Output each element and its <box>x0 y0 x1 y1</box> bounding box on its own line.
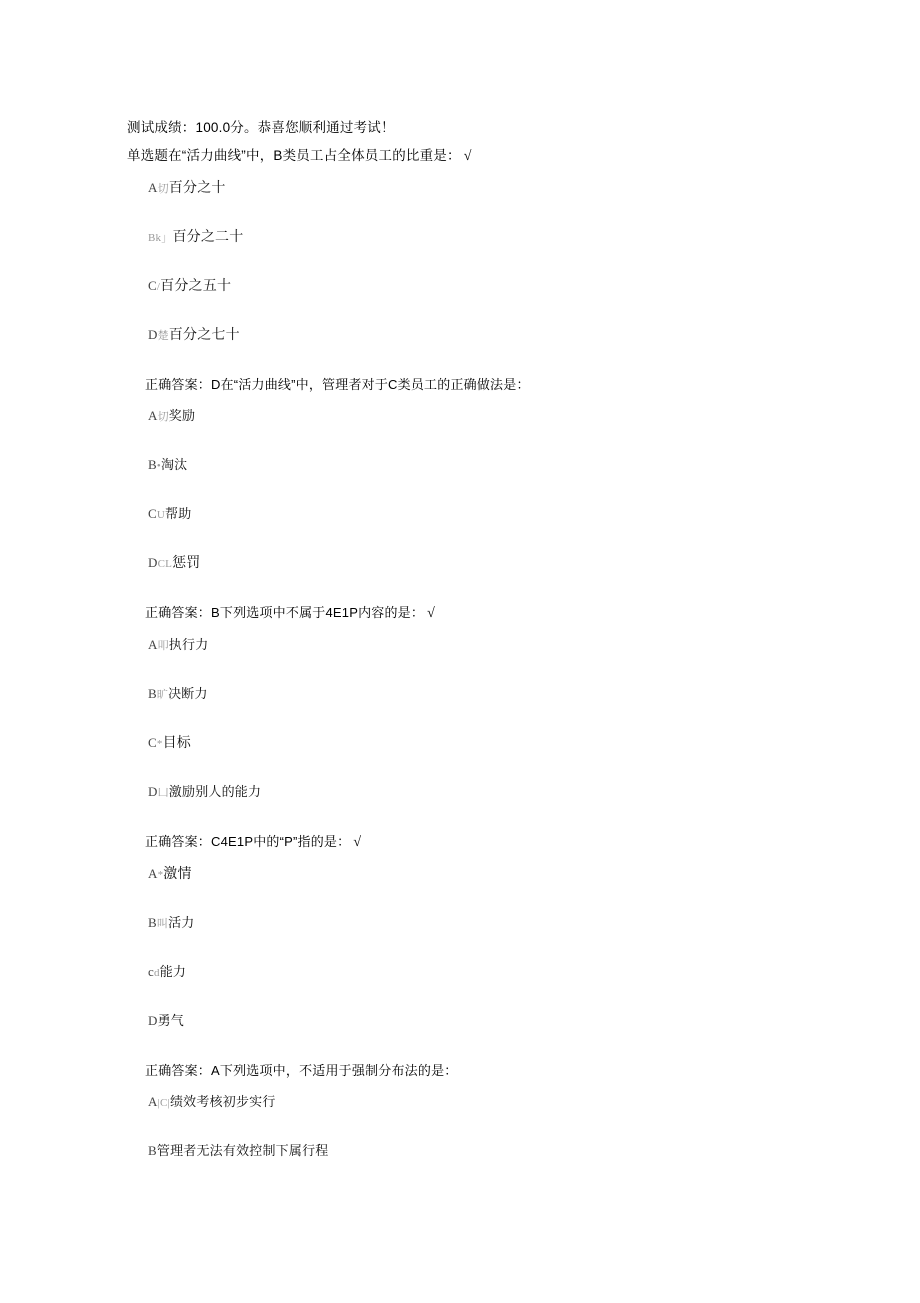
option-mark: k」 <box>155 232 173 244</box>
option-text: 目标 <box>162 736 191 751</box>
question-stem-1-text: 单选题在“活力曲线”中，B类员工占全体员工的比重是： <box>127 148 461 163</box>
option-mark: CL <box>157 558 173 570</box>
option-mark: 凵 <box>157 787 169 799</box>
option-mark: U <box>156 509 166 521</box>
option-text: 百分之十 <box>168 181 226 196</box>
check-icon: √ <box>463 149 472 164</box>
option-mark: 叩 <box>157 640 169 652</box>
option-mark: • <box>156 460 161 472</box>
option-1-a[interactable] <box>148 178 920 199</box>
option-2-b[interactable] <box>148 455 920 476</box>
answer-text: 正确答案：A <box>145 1063 220 1078</box>
answer-line-3 <box>145 831 920 854</box>
option-text: 执行力 <box>168 637 209 652</box>
question-stem-2-text: 在“活力曲线”中，管理者对于C类员工的正确做法是： <box>220 377 530 392</box>
option-label: C <box>148 506 157 521</box>
option-mark: 叫 <box>156 918 169 930</box>
option-5-a[interactable] <box>148 1092 920 1113</box>
options-1 <box>0 178 920 346</box>
option-text: 淘汰 <box>160 457 188 472</box>
option-mark: 楚 <box>157 330 169 342</box>
option-2-a[interactable] <box>148 406 920 427</box>
option-label: B <box>148 232 156 244</box>
option-text: 活力 <box>168 915 195 930</box>
option-label: A <box>148 408 158 423</box>
answer-text: 正确答案：B <box>145 605 220 620</box>
option-label: B <box>148 457 157 472</box>
options-4 <box>0 864 920 1032</box>
option-label: A <box>148 637 158 652</box>
option-4-a[interactable] <box>148 864 920 885</box>
option-5-b[interactable] <box>148 1141 920 1161</box>
question-stem-3-text: 下列选项中不属于4E1P内容的是： <box>219 605 425 620</box>
answer-text: 正确答案：C <box>145 834 221 849</box>
score-line: 测试成绩：100.0分。恭喜您顺利通过考试！ <box>127 120 395 135</box>
option-text: 绩效考核初步实行 <box>169 1094 276 1109</box>
option-4-b[interactable] <box>148 913 920 934</box>
option-label: C <box>148 735 157 750</box>
option-1-c[interactable] <box>148 276 920 297</box>
option-text: 决断力 <box>168 686 208 701</box>
options-5 <box>0 1092 920 1161</box>
option-3-b[interactable] <box>148 684 920 705</box>
option-4-d[interactable] <box>148 1011 920 1032</box>
option-text: 激情 <box>163 867 192 882</box>
option-text: 管理者无法有效控制下属行程 <box>156 1143 329 1158</box>
option-text: 勇气 <box>157 1013 184 1028</box>
option-text: 激励别人的能力 <box>168 784 262 799</box>
option-label: B <box>148 686 157 701</box>
option-3-c[interactable] <box>148 733 920 754</box>
option-text: 惩罚 <box>172 556 201 571</box>
option-label: D <box>148 327 158 342</box>
option-text: 百分之七十 <box>168 328 240 343</box>
option-2-c[interactable] <box>148 504 920 525</box>
option-1-d[interactable] <box>148 325 920 346</box>
options-2 <box>0 406 920 574</box>
answer-line-2 <box>145 602 920 625</box>
option-label: A <box>148 180 158 195</box>
option-label: D <box>148 784 158 799</box>
check-icon: √ <box>353 835 362 850</box>
option-3-a[interactable] <box>148 635 920 656</box>
option-mark: * <box>156 738 163 750</box>
option-mark: |C| <box>157 1097 170 1109</box>
option-text: 能力 <box>159 964 187 979</box>
question-stem-5-text: 下列选项中，不适用于强制分布法的是： <box>219 1063 458 1078</box>
answer-line-1 <box>145 374 920 396</box>
question-stem-4-text: 4E1P中的“P”指的是： <box>220 834 351 849</box>
option-label: A <box>148 1094 158 1109</box>
option-label: A <box>148 866 158 881</box>
options-3 <box>0 635 920 803</box>
answer-line-4 <box>145 1060 920 1082</box>
option-text: 帮助 <box>165 506 192 521</box>
option-label: D <box>148 555 158 570</box>
option-text: 百分之二十 <box>172 230 244 245</box>
option-label: B <box>148 915 157 930</box>
option-label: B <box>148 1143 157 1158</box>
option-text: 百分之五十 <box>160 279 232 294</box>
option-2-d[interactable] <box>148 553 920 574</box>
option-4-c[interactable] <box>148 962 920 983</box>
option-mark: 旷 <box>156 689 169 701</box>
check-icon: √ <box>427 606 435 621</box>
option-label: C <box>148 278 157 293</box>
option-3-d[interactable] <box>148 782 920 803</box>
option-mark: * <box>157 869 164 881</box>
answer-text: 正确答案：D <box>145 377 221 392</box>
option-text: 奖励 <box>168 408 196 423</box>
option-label: c <box>148 964 154 979</box>
option-mark: 切 <box>157 411 169 423</box>
option-label: D <box>148 1013 158 1028</box>
option-1-b[interactable] <box>148 227 920 248</box>
option-mark: / <box>156 281 161 293</box>
option-mark: d <box>153 967 160 979</box>
question-stem-1 <box>127 145 920 168</box>
option-mark: 切 <box>157 183 169 195</box>
